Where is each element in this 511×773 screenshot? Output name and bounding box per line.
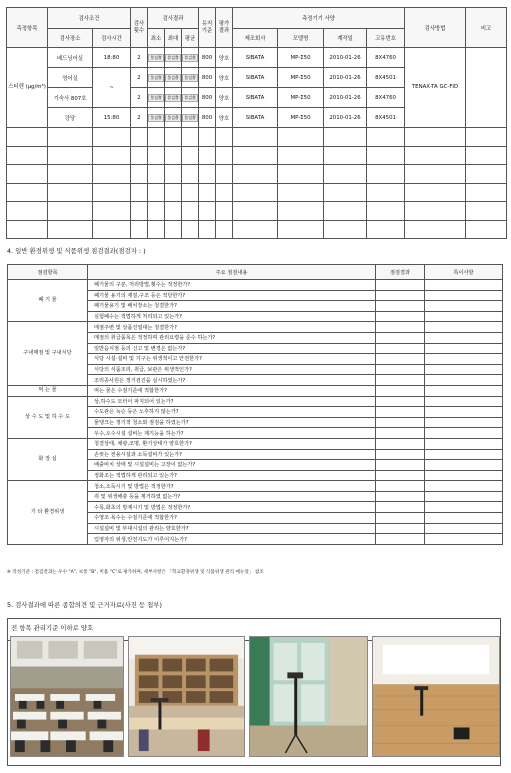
result-cell	[376, 513, 425, 524]
time-cell: 15:80	[93, 108, 131, 128]
check-item: 일반음식점 등의 신고 및 변경은 없는가?	[88, 343, 376, 354]
result-cell	[376, 332, 425, 343]
special-cell	[425, 470, 503, 481]
empty-cell	[148, 220, 165, 239]
check-item: 물탱크는 정기적 청소와 점검을 하였는가?	[88, 417, 376, 428]
result-cell	[376, 491, 425, 502]
result-cell	[376, 280, 425, 291]
empty-cell	[367, 165, 405, 184]
empty-cell	[93, 128, 131, 147]
check-item: 청결상태, 채광,조명, 환기상태가 양호한가?	[88, 438, 376, 449]
empty-cell	[405, 128, 466, 147]
check-item: 조리종사원은 정기검진을 실시하였는가?	[88, 375, 376, 386]
model-cell: MP-Σ50	[278, 48, 324, 68]
empty-cell	[7, 202, 48, 221]
result-cell	[376, 407, 425, 418]
check-item: 수도관은 녹슨 등은 노후하지 않는가?	[88, 407, 376, 418]
hallway-photo	[249, 636, 368, 757]
max-value: 불검출	[167, 54, 179, 60]
empty-cell	[278, 183, 324, 202]
empty-cell	[131, 202, 148, 221]
inspection-row	[8, 438, 503, 449]
header-content: 주요 점검내용	[88, 265, 376, 280]
model-cell: MP-Σ50	[278, 88, 324, 108]
empty-cell	[7, 165, 48, 184]
check-item: 우수,오수시설 설비는 제기능을 하는가?	[88, 428, 376, 439]
empty-cell	[216, 220, 233, 239]
empty-cell	[324, 165, 367, 184]
empty-cell	[165, 165, 182, 184]
empty-cell	[199, 165, 216, 184]
result-cell	[376, 460, 425, 471]
special-cell	[425, 354, 503, 365]
empty-cell	[405, 183, 466, 202]
item-name: 스티렌 (μg/m³)	[7, 48, 48, 128]
check-item: 매점의 취급품목은 적정하며 관리요령을 준수 하는가?	[88, 332, 376, 343]
special-cell	[425, 491, 503, 502]
empty-cell	[131, 128, 148, 147]
empty-cell	[324, 220, 367, 239]
empty-cell	[165, 183, 182, 202]
empty-cell	[182, 165, 199, 184]
special-cell	[425, 290, 503, 301]
section4-heading: 4. 일반 환경위생 및 식품위생 점검결과(점검자 : )	[7, 247, 146, 255]
empty-cell	[216, 202, 233, 221]
empty-cell	[466, 220, 507, 239]
count-cell: 2	[131, 88, 148, 108]
library-photo	[128, 636, 245, 757]
check-item: 실험폐수는 적법하게 처리되고 있는가?	[88, 311, 376, 322]
empty-cell	[405, 220, 466, 239]
evaluation-cell: 양호	[216, 68, 233, 88]
empty-cell	[367, 202, 405, 221]
avg-value: 불검출	[184, 74, 196, 80]
category-cell: 상 수 도 및 하 수 도	[8, 396, 88, 438]
category-cell: 구내매점 및 구내식당	[8, 322, 88, 386]
summary-text: 전 항목 관리기준 이하로 양호	[11, 624, 94, 632]
evaluation-cell: 양호	[216, 88, 233, 108]
date-cell: 2010-01-26	[324, 108, 367, 128]
empty-cell	[131, 165, 148, 184]
section5-heading: 5. 검사결과에 따른 종합의견 및 근거자료(사진 등 첨부)	[7, 601, 162, 609]
empty-cell	[7, 183, 48, 202]
serial-cell: 8X4760	[367, 48, 405, 68]
empty-cell	[466, 146, 507, 165]
check-item: 폐기물의 구분, 처리방법,횟수는 적정한가?	[88, 280, 376, 291]
header-special: 특이사항	[425, 265, 503, 280]
empty-cell	[216, 128, 233, 147]
maker-cell: SIBATA	[233, 88, 278, 108]
empty-cell	[324, 202, 367, 221]
check-item: 상,하수도 모터이 파지되어 있는가?	[88, 396, 376, 407]
maker-cell: SIBATA	[233, 68, 278, 88]
standard-cell: 800	[199, 88, 216, 108]
empty-cell	[233, 202, 278, 221]
result-cell	[376, 385, 425, 396]
empty-cell	[199, 183, 216, 202]
date-cell: 2010-01-26	[324, 88, 367, 108]
empty-cell	[405, 202, 466, 221]
header-maker: 제조회사	[233, 29, 278, 48]
max-cell	[165, 108, 182, 128]
header-remarks: 비고	[466, 8, 507, 48]
empty-cell	[7, 146, 48, 165]
header-model: 모델명	[278, 29, 324, 48]
header-evaluation: 평가 결과	[216, 8, 233, 48]
empty-cell	[466, 128, 507, 147]
special-cell	[425, 375, 503, 386]
header-place: 검사장소	[48, 29, 93, 48]
empty-cell	[93, 165, 131, 184]
empty-cell	[466, 202, 507, 221]
special-cell	[425, 428, 503, 439]
check-item: 매점주변 및 상품진열대는 청결한가?	[88, 322, 376, 333]
result-cell	[376, 502, 425, 513]
place-cell: 영어실	[48, 68, 93, 88]
header-instrument: 측정기기 사양	[233, 8, 405, 29]
empty-cell	[48, 165, 93, 184]
special-cell	[425, 311, 503, 322]
serial-cell: 8X4760	[367, 88, 405, 108]
empty-row	[7, 183, 507, 202]
empty-cell	[367, 146, 405, 165]
result-cell	[376, 290, 425, 301]
count-cell: 2	[131, 48, 148, 68]
special-cell	[425, 407, 503, 418]
criteria-note: ※ 작성기준 : 점검결과는 우수 "A", 보통 "B", 미흡 "C"로 평가하며, 세부사항은 「학교환경위생 및 식품위생 관리 매뉴얼」 참조	[7, 570, 264, 575]
model-cell: MP-Σ50	[278, 68, 324, 88]
header-results: 검사결과	[148, 8, 199, 29]
time-cell: ~	[93, 68, 131, 108]
empty-cell	[278, 146, 324, 165]
empty-cell	[48, 128, 93, 147]
result-cell	[376, 354, 425, 365]
header-item: 측정항목	[7, 8, 48, 48]
empty-cell	[233, 165, 278, 184]
max-cell	[165, 48, 182, 68]
empty-cell	[324, 146, 367, 165]
inspection-row	[8, 396, 503, 407]
header-conditions: 검사조건	[48, 8, 131, 29]
special-cell	[425, 332, 503, 343]
date-cell: 2010-01-26	[324, 48, 367, 68]
header-standard: 유지 기준	[199, 8, 216, 48]
header-avg: 평균	[182, 29, 199, 48]
special-cell	[425, 417, 503, 428]
empty-cell	[48, 202, 93, 221]
category-cell: 화 장 실	[8, 438, 88, 480]
special-cell	[425, 396, 503, 407]
place-cell: 배드닝어실	[48, 48, 93, 68]
empty-cell	[165, 146, 182, 165]
place-cell: 강당	[48, 108, 93, 128]
avg-value: 불검출	[184, 114, 196, 120]
avg-cell	[182, 68, 199, 88]
header-max: 최대	[165, 29, 182, 48]
header-count: 검사 횟수	[131, 8, 148, 48]
standard-cell: 800	[199, 68, 216, 88]
empty-cell	[367, 220, 405, 239]
empty-cell	[131, 146, 148, 165]
special-cell	[425, 280, 503, 291]
empty-cell	[216, 146, 233, 165]
empty-cell	[182, 146, 199, 165]
special-cell	[425, 502, 503, 513]
empty-cell	[199, 202, 216, 221]
check-item: 배출비치 상태 및 시설설비는 고장이 없는가?	[88, 460, 376, 471]
result-cell	[376, 417, 425, 428]
empty-cell	[199, 146, 216, 165]
result-cell	[376, 301, 425, 312]
check-item: 청소,소독시기 및 방법은 적정한가?	[88, 481, 376, 492]
empty-row	[7, 146, 507, 165]
header-inspection-item: 점검항목	[8, 265, 88, 280]
result-cell	[376, 343, 425, 354]
empty-cell	[324, 183, 367, 202]
empty-cell	[148, 165, 165, 184]
special-cell	[425, 534, 503, 545]
empty-rows	[7, 128, 507, 239]
inspection-row	[8, 385, 503, 396]
result-cell	[376, 396, 425, 407]
empty-row	[7, 165, 507, 184]
check-item: 먹는 물은 수질기준에 적합한가?	[88, 385, 376, 396]
empty-cell	[148, 183, 165, 202]
empty-row	[7, 202, 507, 221]
method-cell: TENAX-TA GC-FID	[405, 48, 466, 128]
max-value: 불검출	[167, 94, 179, 100]
check-item: 식당의 식품조리, 취급, 보관은 위생적인가?	[88, 364, 376, 375]
result-cell	[376, 322, 425, 333]
min-value: 불검출	[150, 94, 162, 100]
inspection-row	[8, 481, 503, 492]
empty-cell	[199, 128, 216, 147]
avg-cell	[182, 88, 199, 108]
result-cell	[376, 364, 425, 375]
empty-cell	[48, 183, 93, 202]
result-cell	[376, 523, 425, 534]
special-cell	[425, 322, 503, 333]
empty-cell	[148, 128, 165, 147]
empty-cell	[182, 220, 199, 239]
empty-cell	[367, 128, 405, 147]
result-cell	[376, 481, 425, 492]
empty-cell	[182, 183, 199, 202]
header-time: 검사시간	[93, 29, 131, 48]
header-serial: 고유번호	[367, 29, 405, 48]
header-result: 점검결과	[376, 265, 425, 280]
empty-cell	[165, 202, 182, 221]
empty-cell	[466, 183, 507, 202]
result-cell	[376, 534, 425, 545]
serial-cell: 8X4501	[367, 68, 405, 88]
evaluation-cell: 양호	[216, 108, 233, 128]
max-cell	[165, 88, 182, 108]
category-cell: 폐 기 물	[8, 280, 88, 322]
min-value: 불검출	[150, 74, 162, 80]
empty-cell	[182, 128, 199, 147]
avg-value: 불검출	[184, 94, 196, 100]
empty-row	[7, 128, 507, 147]
empty-cell	[405, 165, 466, 184]
special-cell	[425, 481, 503, 492]
category-cell: 기 타 환경위생	[8, 481, 88, 545]
maker-cell: SIBATA	[233, 108, 278, 128]
empty-cell	[7, 128, 48, 147]
min-value: 불검출	[150, 54, 162, 60]
check-item: 식당 시설·설비 및 기구는 위생적이고 안전한가?	[88, 354, 376, 365]
check-item: 정화조는 적법하게 관리되고 있는가?	[88, 470, 376, 481]
avg-cell	[182, 108, 199, 128]
empty-cell	[278, 220, 324, 239]
max-value: 불검출	[167, 74, 179, 80]
check-item: 손씻는 전용시설과 소독설비가 있는가?	[88, 449, 376, 460]
empty-cell	[48, 146, 93, 165]
empty-cell	[216, 183, 233, 202]
inspection-table	[7, 264, 503, 545]
check-item: 쥐 및 위생해충 등을 제거하였 없는가?	[88, 491, 376, 502]
check-item: 시설설비 및 부대시설의 관리는 양호한가?	[88, 523, 376, 534]
classroom-photo	[10, 636, 124, 757]
empty-cell	[216, 165, 233, 184]
empty-cell	[165, 220, 182, 239]
table-row	[7, 48, 507, 68]
empty-cell	[233, 128, 278, 147]
category-cell: 먹 는 물	[8, 385, 88, 396]
empty-cell	[278, 165, 324, 184]
min-cell	[148, 68, 165, 88]
auditorium-photo	[372, 636, 500, 757]
empty-cell	[7, 220, 48, 239]
inspection-row	[8, 322, 503, 333]
check-item: 입영자의 위생,안전지도가 이루어지는가?	[88, 534, 376, 545]
empty-cell	[93, 146, 131, 165]
check-item: 폐기물 용기의 재질,구조 등은 적당한가?	[88, 290, 376, 301]
special-cell	[425, 523, 503, 534]
special-cell	[425, 438, 503, 449]
remarks-cell	[466, 48, 507, 128]
count-cell: 2	[131, 108, 148, 128]
empty-cell	[233, 183, 278, 202]
place-cell: 기숙사 807호	[48, 88, 93, 108]
empty-cell	[278, 202, 324, 221]
empty-cell	[48, 220, 93, 239]
max-cell	[165, 68, 182, 88]
model-cell: MP-Σ50	[278, 108, 324, 128]
min-cell	[148, 48, 165, 68]
empty-cell	[278, 128, 324, 147]
empty-cell	[93, 220, 131, 239]
empty-cell	[466, 165, 507, 184]
result-cell	[376, 428, 425, 439]
empty-cell	[148, 202, 165, 221]
result-cell	[376, 311, 425, 322]
header-min: 최소	[148, 29, 165, 48]
empty-cell	[148, 146, 165, 165]
special-cell	[425, 301, 503, 312]
maker-cell: SIBATA	[233, 48, 278, 68]
empty-cell	[131, 220, 148, 239]
empty-cell	[324, 128, 367, 147]
inspection-row	[8, 280, 503, 291]
special-cell	[425, 513, 503, 524]
empty-cell	[93, 202, 131, 221]
check-item: 수영조 욕수는 수질기준에 적합한가?	[88, 513, 376, 524]
min-cell	[148, 108, 165, 128]
standard-cell: 800	[199, 108, 216, 128]
result-cell	[376, 449, 425, 460]
special-cell	[425, 385, 503, 396]
special-cell	[425, 460, 503, 471]
time-cell: 18:80	[93, 48, 131, 68]
standard-cell: 800	[199, 48, 216, 68]
empty-cell	[199, 220, 216, 239]
avg-cell	[182, 48, 199, 68]
max-value: 불검출	[167, 114, 179, 120]
empty-cell	[233, 146, 278, 165]
evaluation-cell: 양호	[216, 48, 233, 68]
special-cell	[425, 343, 503, 354]
empty-cell	[182, 202, 199, 221]
result-cell	[376, 375, 425, 386]
empty-cell	[233, 220, 278, 239]
min-cell	[148, 88, 165, 108]
check-item: 수목,화초의 방제시기 및 방법은 적정한가?	[88, 502, 376, 513]
header-calibration: 계작일	[324, 29, 367, 48]
check-item: 폐기물용기 및 배치장소는 청결한가?	[88, 301, 376, 312]
empty-cell	[405, 146, 466, 165]
date-cell: 2010-01-26	[324, 68, 367, 88]
result-cell	[376, 470, 425, 481]
empty-cell	[131, 183, 148, 202]
avg-value: 불검출	[184, 54, 196, 60]
inspection-rows	[8, 280, 503, 545]
min-value: 불검출	[150, 114, 162, 120]
empty-cell	[93, 183, 131, 202]
empty-cell	[165, 128, 182, 147]
result-cell	[376, 438, 425, 449]
empty-cell	[367, 183, 405, 202]
count-cell: 2	[131, 68, 148, 88]
header-method: 검사방법	[405, 8, 466, 48]
measurement-table	[6, 7, 507, 239]
empty-row	[7, 220, 507, 239]
special-cell	[425, 449, 503, 460]
special-cell	[425, 364, 503, 375]
serial-cell: 8X4501	[367, 108, 405, 128]
